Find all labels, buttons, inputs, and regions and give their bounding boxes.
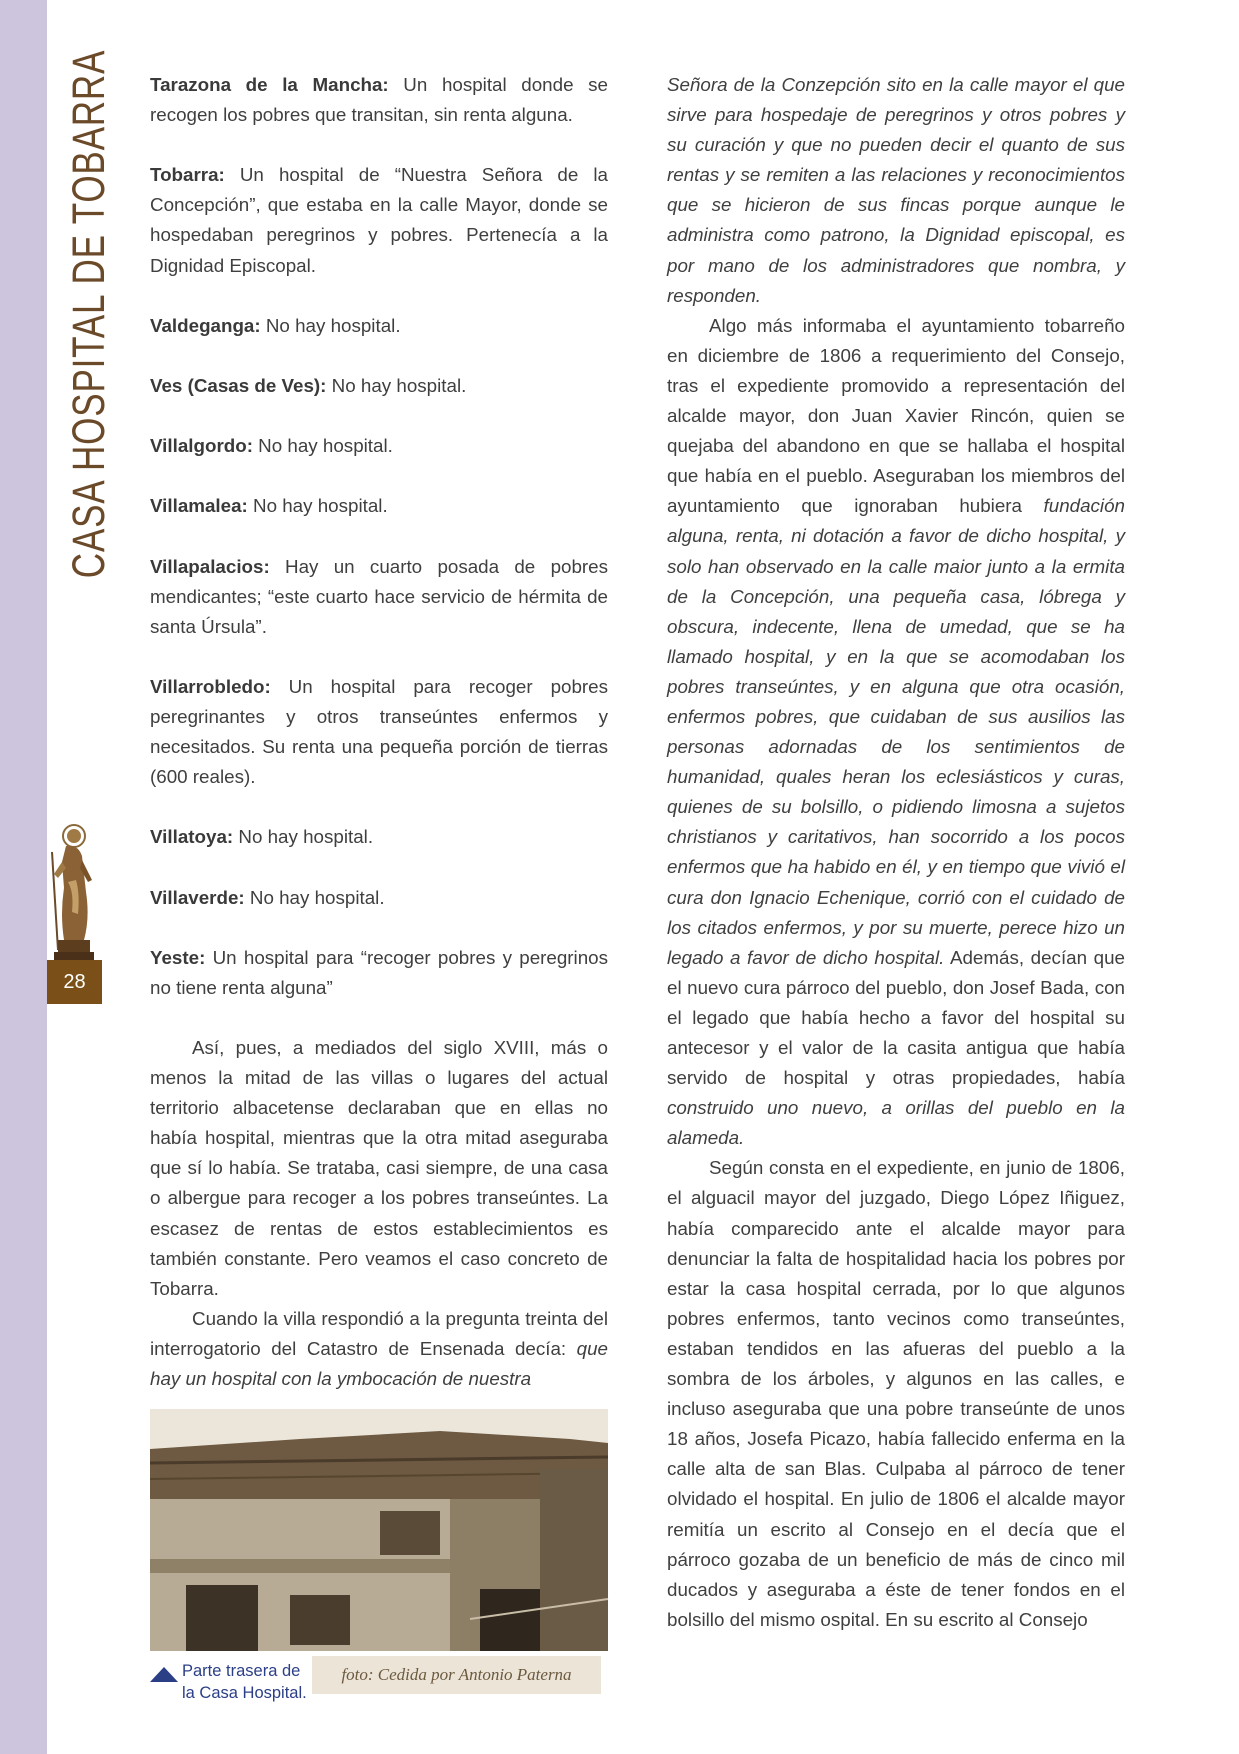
entry-name: Villamalea:	[150, 495, 248, 517]
entry-text: No hay hospital.	[244, 886, 385, 908]
entry-name: Ves (Casas de Ves):	[150, 374, 327, 396]
body-paragraph	[150, 1304, 608, 1394]
entry-name: Villarrobledo:	[150, 675, 271, 697]
running-title	[63, 49, 114, 579]
entry-text: Hay un cuarto posada de pobres mendicantes; “este cuarto hace servicio de hérmita de santa Úrsula”.	[150, 555, 608, 637]
entry-name: Yeste:	[150, 946, 206, 968]
entry	[150, 491, 608, 521]
entry-name: Villaverde:	[150, 886, 245, 908]
paragraph-text: Además, decían que el nuevo cura párroco del pueblo, don Josef Bada, con el legado que había hecho a favor del hospital su antecesor y el valor de la casita antigua que había servido de hospital y otras propiedades, había	[667, 946, 1125, 1089]
paragraph-text: Algo más informaba el ayuntamiento tobarreño en diciembre de 1806 a requerimiento del Consejo, tras el expediente promovido a representación del alcalde mayor, don Juan Xavier Rincón, quien se quejaba del abandono en que se hallaba el hospital que había en el pueblo. Aseguraban los miembros del ayuntamiento que ignoraban hubiera	[667, 314, 1125, 517]
entry-name: Villalgordo:	[150, 435, 253, 457]
entry-text: No hay hospital.	[247, 495, 388, 517]
entry-text: No hay hospital.	[233, 826, 374, 848]
body-paragraph	[667, 311, 1125, 1154]
triangle-up-icon	[150, 1667, 178, 1682]
entry	[150, 552, 608, 642]
photo-credit: foto: Cedida por Antonio Paterna	[312, 1656, 601, 1694]
entry	[150, 883, 608, 913]
entry	[150, 431, 608, 461]
entry-text: Un hospital de “Nuestra Señora de la Concepción”, que estaba en la calle Mayor, donde se hospedaban peregrinos y pobres. Pertenecía a la Dignidad Episcopal.	[150, 164, 608, 276]
body-paragraph: Según consta en el expediente, en junio de 1806, el alguacil mayor del juzgado, Diego López Iñiguez, había comparecido ante el alcalde mayor para denunciar la falta de hospitalidad hacia los pobres por estar la casa hospital cerrada, por lo que algunos pobres enfermos, tanto vecinos como transeúntes, estaban tendidos en las afueras del pueblo a la sombra de los árboles, y algunos en las calles, e incluso aseguraba que una pobre transeúnte de unos 18 años, Josefa Picazo, había fallecido enferma en la calle alta de san Blas. Culpaba al párroco de tener olvidado el hospital. En julio de 1806 el alcalde mayor remitía un escrito al Consejo en el decía que el párroco gozaba de un beneficio de más de cinco mil ducados y aseguraba a éste de tener fondos en el bolsillo del mismo ospital. En su escrito al Consejo	[667, 1157, 1125, 1630]
photo-caption: Parte trasera de la Casa Hospital.	[182, 1662, 307, 1702]
entry-text: Un hospital para recoger pobres peregrinantes y otros transeúntes enfermos y necesitados. Su renta una pequeña porción de tierras (600 reales).	[150, 675, 608, 788]
entry	[150, 822, 608, 852]
quote-text: fundación alguna, renta, ni dotación a favor de dicho hospital, y solo han observado en la calle maior junto a la ermita de la Concepción, una pequeña casa, lóbrega y obscura, indecente, llena de umedad, que se ha llamado hospital, y en la que se acomodaban los pobres transeúntes, y en alguna que otra ocasión, enfermos pobres, que cuidaban de sus ausilios las personas adornadas de los sentimientos de humanidad, quales heran los eclesiásticos y curas, quienes de su bolsillo, o pidiendo limosna a sujetos christianos y caritativos, han socorrido a los pocos enfermos que ha habido en él, y en tiempo que vivió el cura don Ignacio Echenique, corrió con el cuidado de los citados enfermos, y por su muerte, perece hizo un legado a favor de dicho hospital.	[667, 495, 1125, 968]
entry	[150, 371, 608, 401]
entry-name: Villapalacios:	[150, 555, 270, 577]
running-title-text: CASA HOSPITAL DE TOBARRA	[63, 49, 114, 579]
entry	[150, 943, 608, 1003]
quote-paragraph: Señora de la Conzepción sito en la calle mayor el que sirve para hospedaje de peregrinos y otros pobres y su curación y que no pueden decir el quanto de sus rentas y se remiten a las relaciones y reconocimientos que se hicieron de sus fincas porque aunque le administra como patrono, la Dignidad episcopal, es por mano de los administradores que nombra, y responden.	[667, 74, 1125, 306]
entry	[150, 160, 608, 280]
entry-name: Tarazona de la Mancha:	[150, 74, 389, 95]
hospital-photo	[150, 1409, 608, 1651]
entry-text: No hay hospital.	[260, 314, 401, 336]
entry-name: Valdeganga:	[150, 314, 261, 336]
entry	[150, 70, 608, 130]
side-color-band	[0, 0, 47, 1754]
entry-name: Tobarra:	[150, 164, 225, 186]
saint-statue-icon	[44, 822, 100, 960]
entry	[150, 311, 608, 341]
entry	[150, 672, 608, 792]
entry-text: Un hospital donde se recogen los pobres que transitan, sin renta alguna.	[150, 74, 608, 126]
entry-name: Villatoya:	[150, 826, 234, 848]
entry-text: No hay hospital.	[326, 374, 467, 396]
paragraph-text: Cuando la villa respondió a la pregunta treinta del interrogatorio del Catastro de Ensenada decía:	[150, 1307, 608, 1359]
entry-text: No hay hospital.	[252, 435, 393, 457]
page-number: 28	[47, 960, 102, 1004]
quote-text: que hay un hospital con la ymbocación de nuestra	[150, 1337, 608, 1390]
quote-text: construido uno nuevo, a orillas del pueblo en la alameda.	[667, 1097, 1125, 1149]
right-column	[667, 70, 1125, 1635]
left-column	[150, 70, 608, 1394]
body-paragraph: Así, pues, a mediados del siglo XVIII, más o menos la mitad de las villas o lugares del actual territorio albacetense declaraban que en ellas no había hospital, mientras que la otra mitad aseguraba que sí lo había. Se trataba, casi siempre, de una casa o albergue para recoger a los pobres transeúntes. La escasez de rentas de estos establecimientos es también constante. Pero veamos el caso concreto de Tobarra.	[150, 1037, 608, 1299]
entry-text: Un hospital para “recoger pobres y peregrinos no tiene renta alguna”	[150, 946, 608, 998]
